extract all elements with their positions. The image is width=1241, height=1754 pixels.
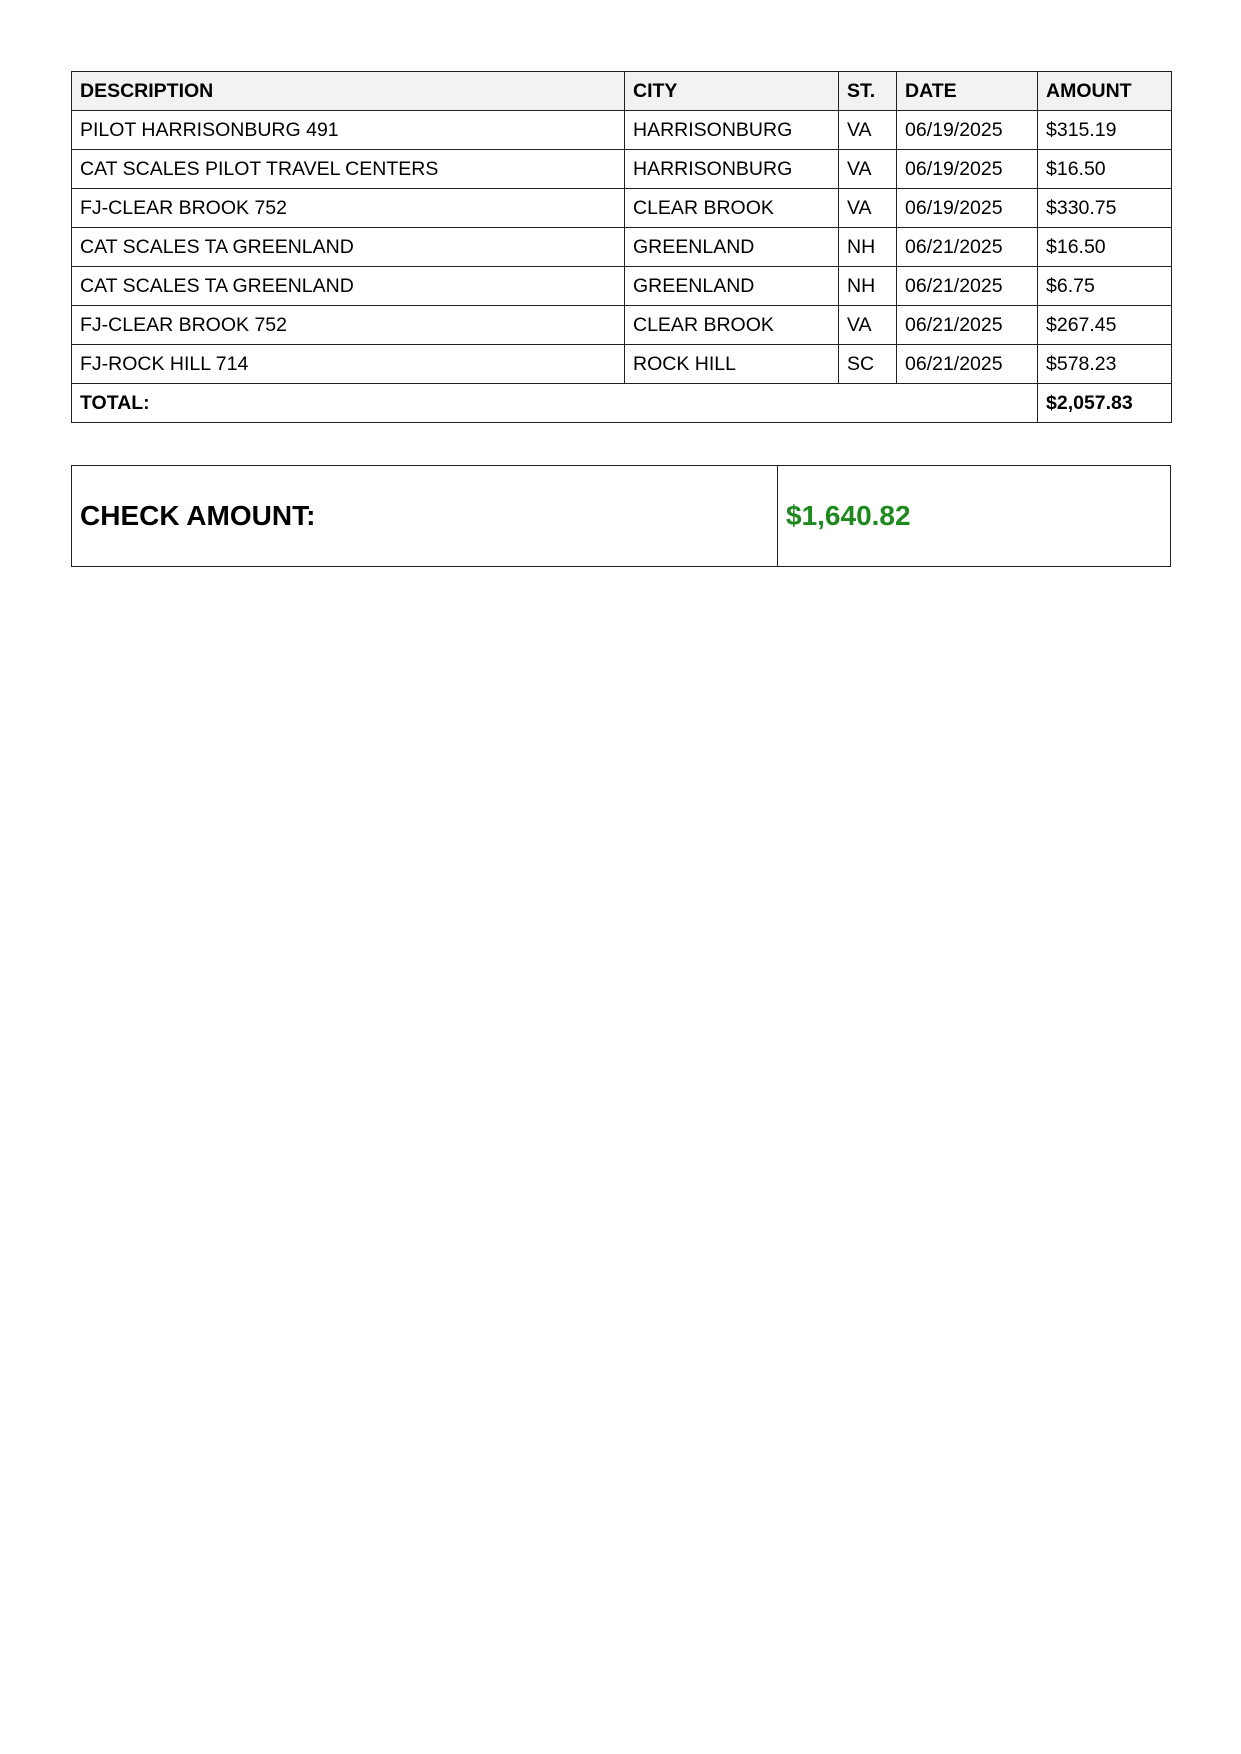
cell-date: 06/21/2025 <box>897 228 1038 267</box>
check-amount-label: CHECK AMOUNT: <box>72 466 778 566</box>
table-row <box>72 306 1172 345</box>
cell-city: CLEAR BROOK <box>625 306 839 345</box>
cell-amount: $578.23 <box>1038 345 1172 384</box>
header-date: DATE <box>897 72 1038 111</box>
cell-description: CAT SCALES TA GREENLAND <box>72 228 625 267</box>
cell-state: VA <box>839 306 897 345</box>
cell-state: VA <box>839 189 897 228</box>
cell-amount: $16.50 <box>1038 228 1172 267</box>
cell-date: 06/21/2025 <box>897 345 1038 384</box>
cell-city: GREENLAND <box>625 267 839 306</box>
table-row <box>72 228 1172 267</box>
cell-amount: $330.75 <box>1038 189 1172 228</box>
cell-date: 06/19/2025 <box>897 150 1038 189</box>
cell-city: CLEAR BROOK <box>625 189 839 228</box>
expense-table <box>71 71 1172 423</box>
cell-date: 06/21/2025 <box>897 306 1038 345</box>
header-description: DESCRIPTION <box>72 72 625 111</box>
cell-description: FJ-ROCK HILL 714 <box>72 345 625 384</box>
total-row <box>72 384 1172 423</box>
cell-city: HARRISONBURG <box>625 150 839 189</box>
header-amount: AMOUNT <box>1038 72 1172 111</box>
cell-amount: $16.50 <box>1038 150 1172 189</box>
cell-description: FJ-CLEAR BROOK 752 <box>72 189 625 228</box>
table-row <box>72 345 1172 384</box>
cell-date: 06/21/2025 <box>897 267 1038 306</box>
cell-city: ROCK HILL <box>625 345 839 384</box>
cell-amount: $315.19 <box>1038 111 1172 150</box>
cell-city: HARRISONBURG <box>625 111 839 150</box>
cell-state: NH <box>839 228 897 267</box>
cell-amount: $267.45 <box>1038 306 1172 345</box>
table-row <box>72 150 1172 189</box>
table-row <box>72 111 1172 150</box>
table-row <box>72 267 1172 306</box>
total-value: $2,057.83 <box>1038 384 1172 423</box>
check-amount-box <box>71 465 1171 567</box>
header-city: CITY <box>625 72 839 111</box>
cell-amount: $6.75 <box>1038 267 1172 306</box>
cell-state: NH <box>839 267 897 306</box>
total-spacer <box>897 384 1038 423</box>
header-state: ST. <box>839 72 897 111</box>
cell-description: CAT SCALES TA GREENLAND <box>72 267 625 306</box>
check-amount-value: $1,640.82 <box>786 500 911 531</box>
total-label: TOTAL: <box>72 384 897 423</box>
cell-date: 06/19/2025 <box>897 189 1038 228</box>
cell-description: CAT SCALES PILOT TRAVEL CENTERS <box>72 150 625 189</box>
cell-date: 06/19/2025 <box>897 111 1038 150</box>
cell-description: PILOT HARRISONBURG 491 <box>72 111 625 150</box>
table-row <box>72 189 1172 228</box>
table-header-row <box>72 72 1172 111</box>
cell-city: GREENLAND <box>625 228 839 267</box>
cell-state: SC <box>839 345 897 384</box>
cell-state: VA <box>839 111 897 150</box>
cell-state: VA <box>839 150 897 189</box>
cell-description: FJ-CLEAR BROOK 752 <box>72 306 625 345</box>
